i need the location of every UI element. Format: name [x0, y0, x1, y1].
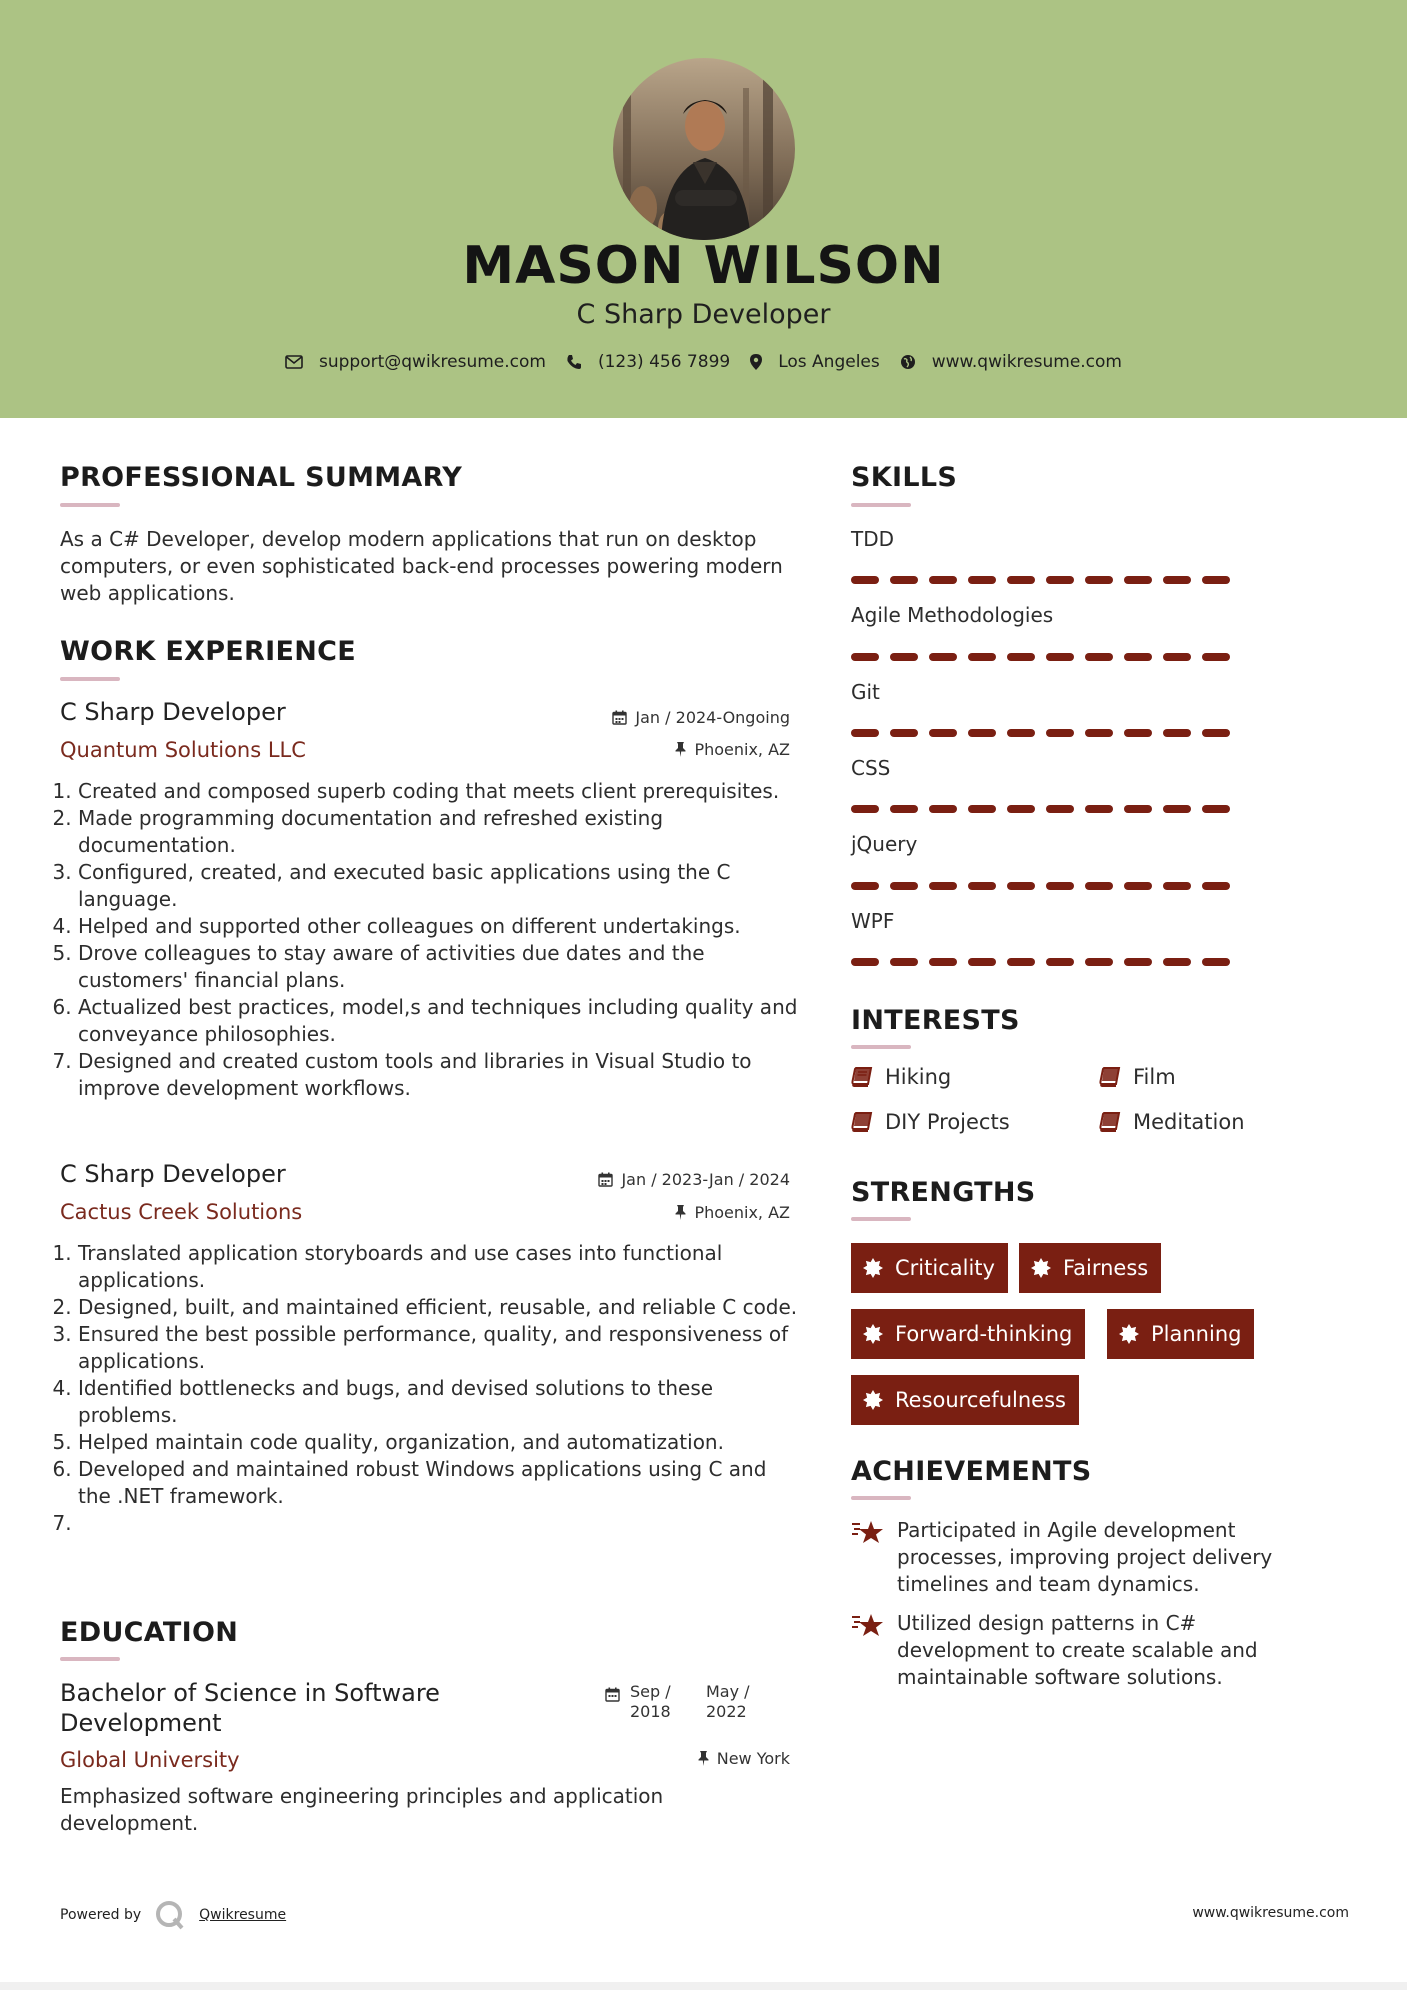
skill-bar-jquery — [851, 882, 1241, 890]
strengths-underline — [851, 1217, 911, 1221]
skill-level-segment — [1202, 653, 1230, 661]
skill-level-segment — [1163, 805, 1191, 813]
education-degree-line-1: Bachelor of Science in Software — [60, 1679, 440, 1707]
skill-level-segment — [929, 653, 957, 661]
interest-label: Hiking — [885, 1065, 952, 1089]
list-item: 5. Drove colleagues to stay aware of activities due dates and the customers' financial plans. — [78, 940, 800, 994]
education-start-month: Sep / — [630, 1682, 671, 1701]
strength-badge-resourcefulness — [851, 1375, 1079, 1425]
education-title: EDUCATION — [60, 1617, 239, 1648]
list-item: 2. Designed, built, and maintained efficient, reusable, and reliable C code. — [78, 1294, 800, 1321]
summary-title: PROFESSIONAL SUMMARY — [60, 462, 463, 493]
list-item: 6. Actualized best practices, model,s and techniques including quality and conveyance philosophies. — [78, 994, 800, 1048]
list-item: 4. Helped and supported other colleagues on different undertakings. — [78, 913, 800, 940]
footer-bar — [0, 1982, 1407, 1990]
skill-level-segment — [890, 958, 918, 966]
calendar-icon — [605, 1687, 620, 1702]
achievement-item — [851, 1517, 1297, 1598]
strength-label: Criticality — [895, 1256, 995, 1280]
badge-burst-icon — [863, 1258, 883, 1278]
list-item: 7. Designed and created custom tools and libraries in Visual Studio to improve development workflows. — [78, 1048, 800, 1102]
achievement-item — [851, 1610, 1297, 1691]
skill-label: Agile Methodologies — [851, 603, 1054, 627]
job-1-title: C Sharp Developer — [60, 698, 286, 726]
calendar-icon — [612, 710, 627, 725]
job-1-responsibilities — [60, 778, 800, 1102]
map-pin-icon — [750, 354, 762, 370]
skills-title: SKILLS — [851, 462, 958, 493]
candidate-role: C Sharp Developer — [576, 299, 831, 330]
contact-location — [750, 352, 880, 372]
contact-email[interactable] — [285, 352, 546, 372]
interest-hiking — [851, 1065, 951, 1089]
job-2-company: Cactus Creek Solutions — [60, 1200, 303, 1224]
skill-level-segment — [968, 958, 996, 966]
skill-level-segment — [1046, 882, 1074, 890]
contact-location-text: Los Angeles — [778, 352, 880, 372]
skill-level-segment — [1124, 805, 1152, 813]
job-2-title: C Sharp Developer — [60, 1160, 286, 1188]
skill-level-segment — [851, 729, 879, 737]
badge-burst-icon — [1119, 1324, 1139, 1344]
skill-label: CSS — [851, 756, 891, 780]
skill-level-segment — [968, 729, 996, 737]
pushpin-icon — [698, 1751, 709, 1766]
skill-level-segment — [1046, 805, 1074, 813]
qwikresume-logo-icon — [155, 1900, 185, 1930]
pushpin-icon — [675, 742, 686, 757]
list-item: 4. Identified bottlenecks and bugs, and devised solutions to these problems. — [78, 1375, 800, 1429]
globe-icon — [900, 354, 916, 370]
strength-label: Resourcefulness — [895, 1388, 1066, 1412]
skill-level-segment — [851, 882, 879, 890]
skill-level-segment — [851, 805, 879, 813]
skill-level-segment — [890, 882, 918, 890]
profile-photo-image — [613, 58, 795, 240]
book-icon — [851, 1112, 873, 1132]
education-location-text: New York — [716, 1749, 790, 1768]
skill-level-segment — [1085, 882, 1113, 890]
skill-level-segment — [929, 576, 957, 584]
interest-diy-projects — [851, 1110, 1010, 1134]
skill-level-segment — [1085, 729, 1113, 737]
star-icon — [851, 1612, 885, 1640]
education-school: Global University — [60, 1748, 240, 1772]
contact-email-text: support@qwikresume.com — [319, 352, 546, 372]
education-location — [698, 1749, 790, 1768]
strength-label: Forward-thinking — [895, 1322, 1073, 1346]
powered-by — [60, 1900, 286, 1930]
skill-level-segment — [1124, 958, 1152, 966]
skill-level-segment — [968, 805, 996, 813]
summary-underline — [60, 503, 120, 507]
book-icon — [1099, 1112, 1121, 1132]
skill-level-segment — [1202, 729, 1230, 737]
skill-level-segment — [1163, 653, 1191, 661]
list-item: 2. Made programming documentation and refreshed existing documentation. — [78, 805, 800, 859]
skill-level-segment — [1163, 882, 1191, 890]
list-item — [78, 1510, 800, 1537]
candidate-name: MASON WILSON — [462, 236, 945, 296]
skill-label: Git — [851, 680, 880, 704]
achievement-text: Participated in Agile development processes, improving project delivery timelines and team dynamics. — [897, 1518, 1273, 1596]
skill-level-segment — [1007, 576, 1035, 584]
star-icon — [851, 1519, 885, 1547]
skill-bar-git — [851, 729, 1241, 737]
job-1-dates — [612, 708, 790, 727]
job-2-dates — [598, 1170, 790, 1189]
contact-bar — [0, 352, 1407, 372]
skill-level-segment — [1046, 729, 1074, 737]
job-1-company: Quantum Solutions LLC — [60, 738, 306, 762]
skill-level-segment — [1085, 958, 1113, 966]
achievements-underline — [851, 1496, 911, 1500]
strength-badge-planning — [1107, 1309, 1254, 1359]
skill-level-segment — [1046, 958, 1074, 966]
list-item: 3. Ensured the best possible performance, quality, and responsiveness of applications. — [78, 1321, 800, 1375]
education-degree — [60, 1678, 440, 1738]
skill-level-segment — [1124, 576, 1152, 584]
skill-level-segment — [968, 653, 996, 661]
skill-level-segment — [1124, 653, 1152, 661]
qwikresume-link[interactable]: Qwikresume — [199, 1907, 287, 1923]
powered-by-label: Powered by — [60, 1907, 142, 1923]
job-2-location-text: Phoenix, AZ — [694, 1203, 790, 1222]
strength-badge-forward-thinking — [851, 1309, 1085, 1359]
skill-level-segment — [929, 958, 957, 966]
skill-level-segment — [1202, 882, 1230, 890]
interest-label: DIY Projects — [885, 1110, 1010, 1134]
skill-level-segment — [1007, 729, 1035, 737]
job-2-dates-text: Jan / 2023-Jan / 2024 — [621, 1170, 790, 1189]
skill-level-segment — [1007, 882, 1035, 890]
list-item: 1. Created and composed superb coding that meets client prerequisites. — [78, 778, 800, 805]
skill-level-segment — [851, 958, 879, 966]
experience-underline — [60, 677, 120, 681]
list-item: 5. Helped maintain code quality, organization, and automatization. — [78, 1429, 800, 1456]
interest-film — [1099, 1065, 1176, 1089]
strength-label: Planning — [1151, 1322, 1242, 1346]
calendar-icon — [598, 1172, 613, 1187]
contact-phone-text: (123) 456 7899 — [597, 352, 731, 372]
experience-title: WORK EXPERIENCE — [60, 636, 356, 667]
skill-level-segment — [929, 882, 957, 890]
skill-level-segment — [1046, 576, 1074, 584]
skills-underline — [851, 503, 911, 507]
interest-label: Meditation — [1133, 1110, 1245, 1134]
strength-label: Fairness — [1063, 1256, 1149, 1280]
interest-label: Film — [1133, 1065, 1176, 1089]
education-dates — [605, 1682, 750, 1722]
job-1-location — [675, 740, 790, 759]
skill-label: jQuery — [851, 832, 918, 856]
badge-burst-icon — [863, 1324, 883, 1344]
strengths-title: STRENGTHS — [851, 1177, 1036, 1208]
skill-level-segment — [1085, 805, 1113, 813]
skill-level-segment — [1202, 576, 1230, 584]
education-description: Emphasized software engineering principles and application development. — [60, 1784, 664, 1835]
skill-level-segment — [1163, 958, 1191, 966]
skill-level-segment — [1202, 805, 1230, 813]
contact-website-text: www.qwikresume.com — [931, 352, 1122, 372]
skill-bar-agile — [851, 653, 1241, 661]
skill-level-segment — [890, 729, 918, 737]
list-item: 3. Configured, created, and executed basic applications using the C language. — [78, 859, 800, 913]
strength-badge-criticality — [851, 1243, 1008, 1293]
job-2-location — [675, 1203, 790, 1222]
interests-title: INTERESTS — [851, 1005, 1020, 1036]
skill-label: WPF — [851, 909, 895, 933]
skill-level-segment — [968, 882, 996, 890]
summary-text: As a C# Developer, develop modern applications that run on desktop computers, or even sophisticated back-end processes powering modern web applications. — [60, 527, 783, 605]
book-icon — [1099, 1067, 1121, 1087]
skill-level-segment — [851, 653, 879, 661]
skill-level-segment — [1124, 729, 1152, 737]
skill-level-segment — [929, 805, 957, 813]
education-start — [630, 1682, 686, 1722]
education-end — [706, 1682, 750, 1722]
achievements-title: ACHIEVEMENTS — [851, 1456, 1092, 1487]
skill-level-segment — [968, 576, 996, 584]
skill-bar-css — [851, 805, 1241, 813]
skill-bar-tdd — [851, 576, 1241, 584]
skill-level-segment — [1163, 576, 1191, 584]
list-item: 6. Developed and maintained robust Windows applications using C and the .NET framework. — [78, 1456, 800, 1510]
job-1-location-text: Phoenix, AZ — [694, 740, 790, 759]
education-underline — [60, 1657, 120, 1661]
skill-level-segment — [890, 576, 918, 584]
resume-header — [0, 0, 1407, 418]
contact-website[interactable] — [900, 352, 1122, 372]
education-end-month: May / — [706, 1682, 750, 1701]
footer-website[interactable]: www.qwikresume.com — [1192, 1905, 1349, 1921]
education-degree-line-2: Development — [60, 1709, 222, 1737]
skill-level-segment — [1046, 653, 1074, 661]
education-end-year: 2022 — [706, 1702, 747, 1721]
skill-level-segment — [1007, 805, 1035, 813]
list-item: 1. Translated application storyboards and use cases into functional applications. — [78, 1240, 800, 1294]
skill-level-segment — [1202, 958, 1230, 966]
achievement-text: Utilized design patterns in C# development to create scalable and maintainable software solutions. — [897, 1611, 1258, 1689]
skill-level-segment — [890, 653, 918, 661]
job-2-responsibilities — [60, 1240, 800, 1537]
envelope-icon — [285, 355, 303, 369]
badge-burst-icon — [863, 1390, 883, 1410]
skill-label: TDD — [851, 527, 895, 551]
job-1-dates-text: Jan / 2024-Ongoing — [635, 708, 790, 727]
skill-level-segment — [1085, 576, 1113, 584]
phone-icon — [566, 354, 582, 370]
skill-level-segment — [1163, 729, 1191, 737]
interest-meditation — [1099, 1110, 1245, 1134]
badge-burst-icon — [1031, 1258, 1051, 1278]
skill-level-segment — [851, 576, 879, 584]
profile-photo — [613, 58, 795, 240]
skill-level-segment — [1124, 882, 1152, 890]
skill-bar-wpf — [851, 958, 1241, 966]
skill-level-segment — [1007, 653, 1035, 661]
skill-level-segment — [1007, 958, 1035, 966]
skill-level-segment — [1085, 653, 1113, 661]
skill-level-segment — [929, 729, 957, 737]
education-start-year: 2018 — [630, 1702, 671, 1721]
interests-underline — [851, 1045, 911, 1049]
strength-badge-fairness — [1019, 1243, 1161, 1293]
pushpin-icon — [675, 1205, 686, 1220]
book-icon — [851, 1067, 873, 1087]
skill-level-segment — [890, 805, 918, 813]
contact-phone[interactable] — [566, 352, 730, 372]
